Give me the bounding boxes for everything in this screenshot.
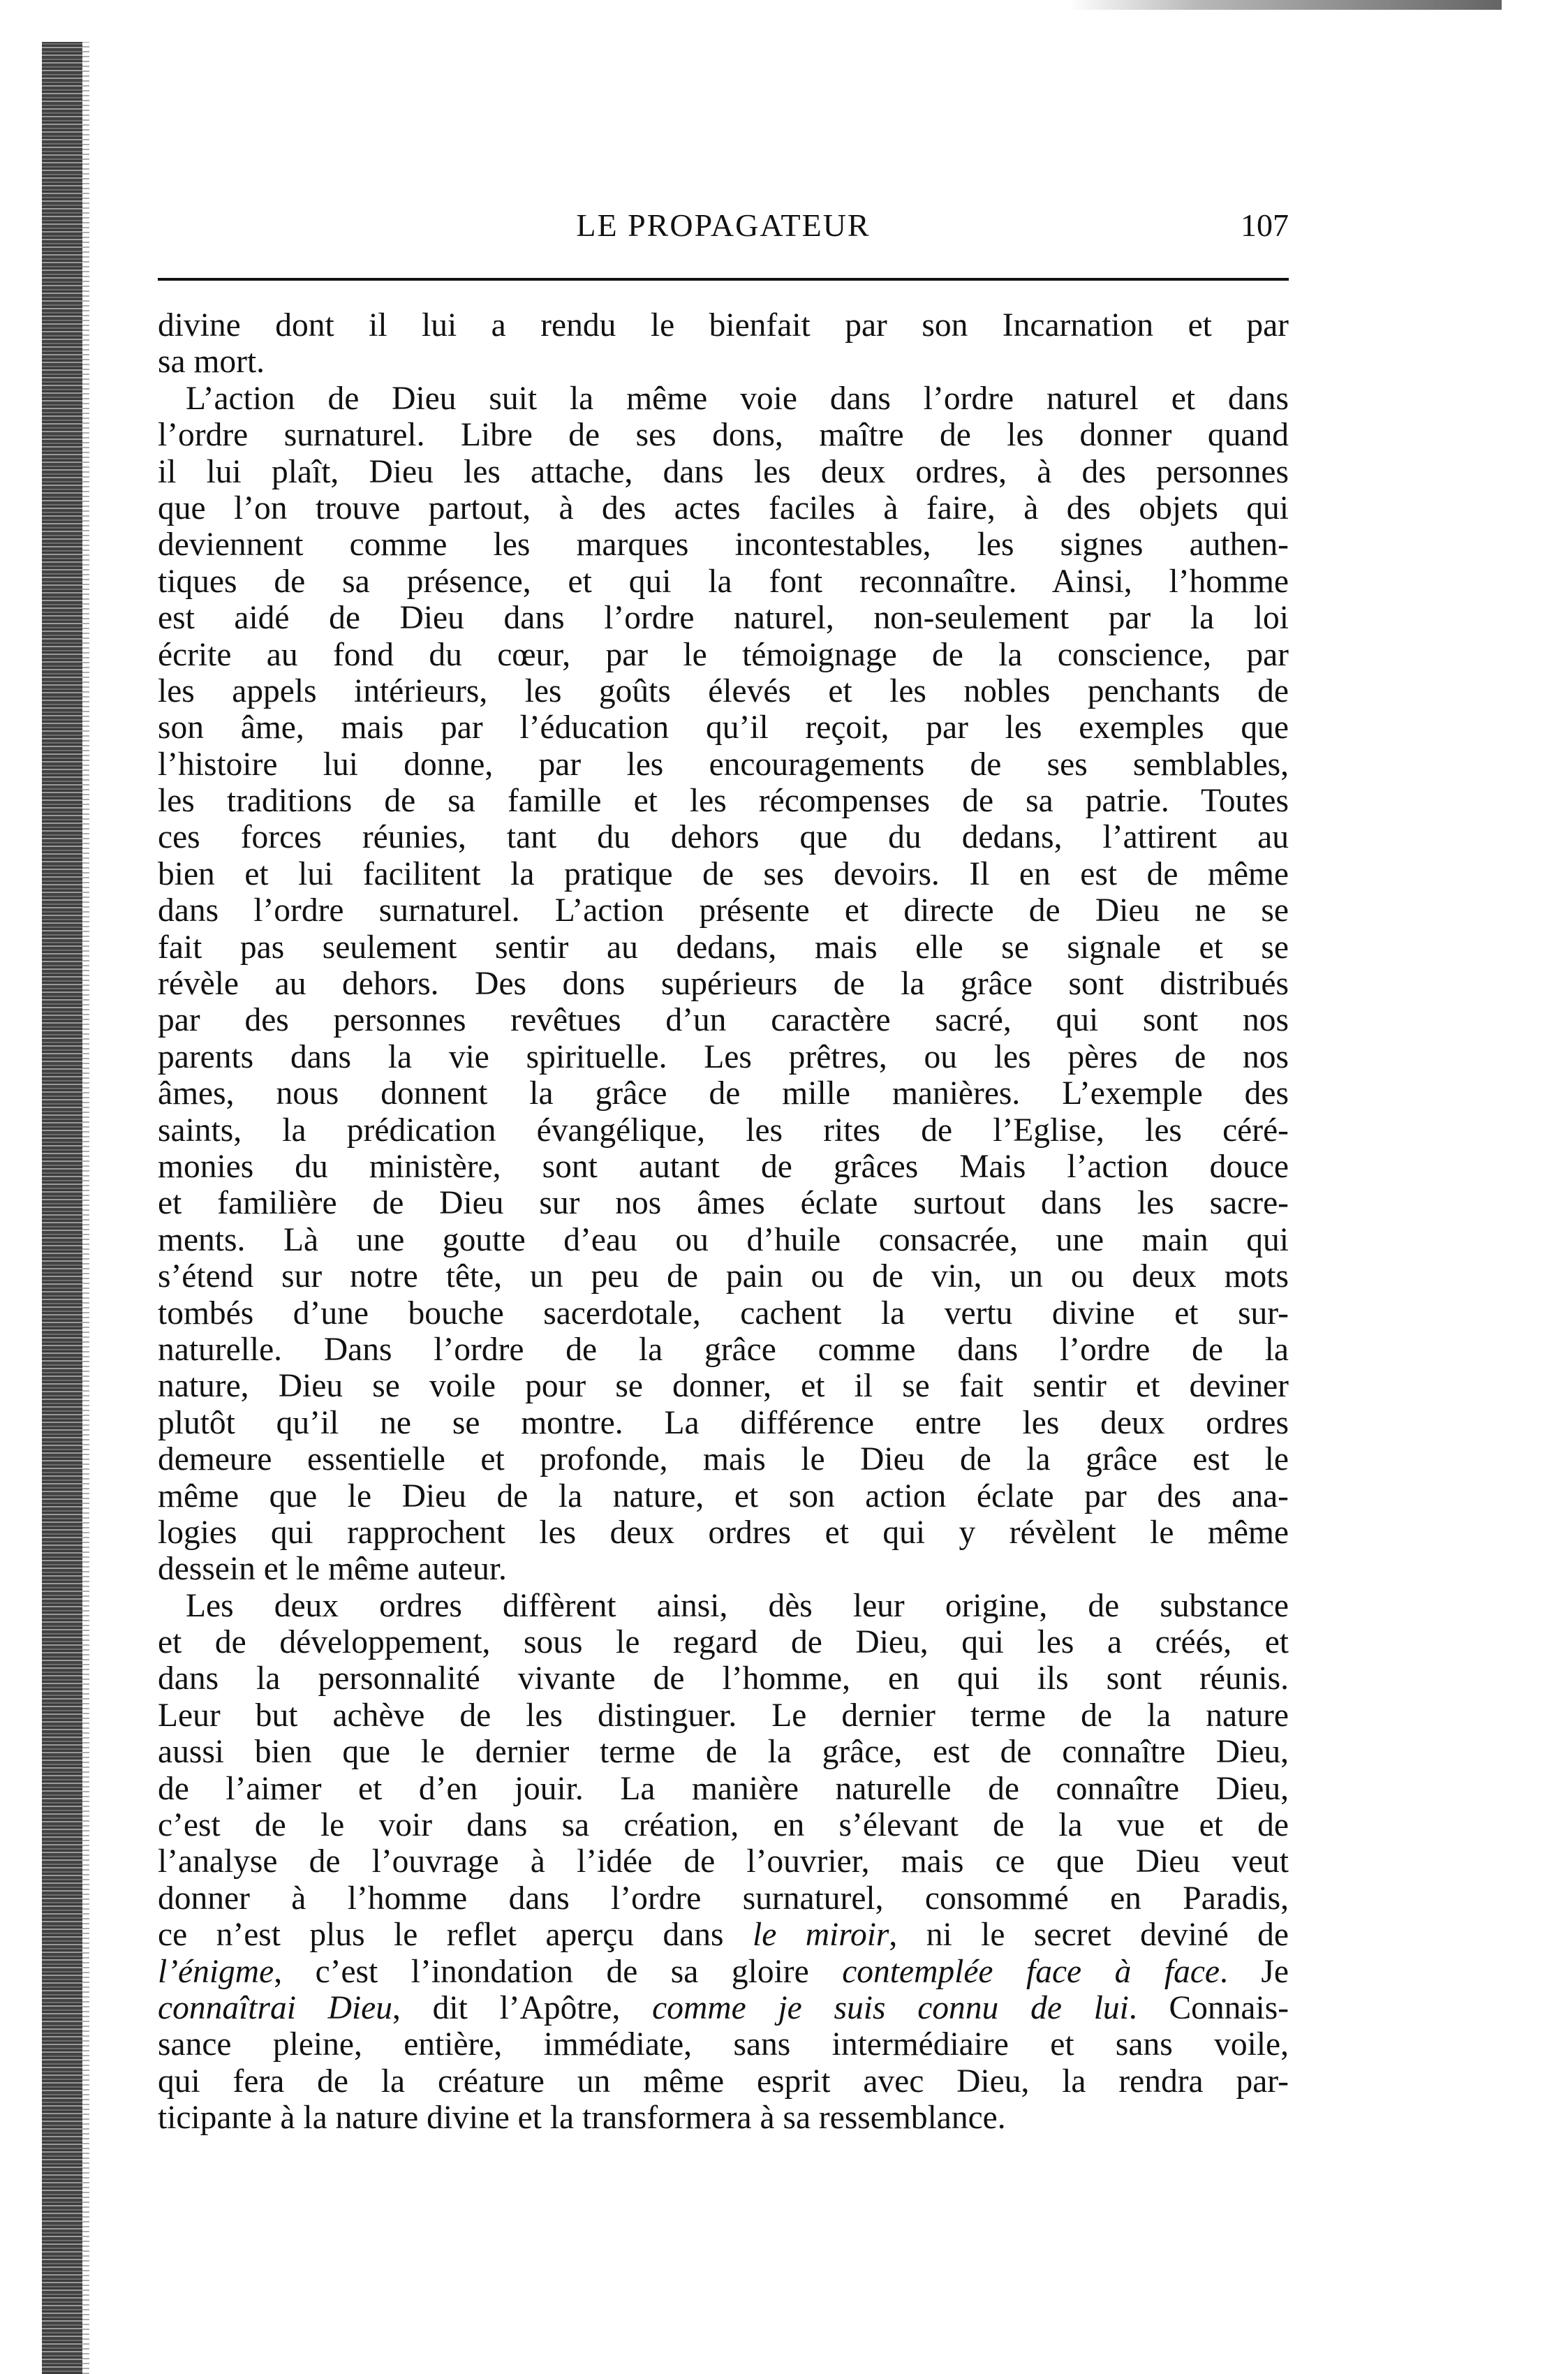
- binding-edge: [82, 42, 89, 2374]
- text-line: son âme, mais par l’éducation qu’il reçoit, par les exemples que: [158, 709, 1289, 746]
- binding-shadow: [42, 42, 82, 2374]
- text-line: sance pleine, entière, immédiate, sans intermédiaire et sans voile,: [158, 2026, 1289, 2063]
- text-line: et familière de Dieu sur nos âmes éclate surtout dans les sacre-: [158, 1185, 1289, 1222]
- text-line: il lui plaît, Dieu les attache, dans les deux ordres, à des personnes: [158, 453, 1289, 490]
- text-line: ce n’est plus le reflet aperçu dans le miroir, ni le secret deviné de: [158, 1917, 1289, 1954]
- text-line: L’action de Dieu suit la même voie dans l’ordre naturel et dans: [186, 380, 1289, 417]
- text-line: révèle au dehors. Des dons supérieurs de la grâce sont distribués: [158, 966, 1289, 1003]
- text-line: plutôt qu’il ne se montre. La différence entre les deux ordres: [158, 1404, 1289, 1441]
- text-line: fait pas seulement sentir au dedans, mais elle se signale et se: [158, 929, 1289, 966]
- text-line: logies qui rapprochent les deux ordres et qui y révèlent le même: [158, 1514, 1289, 1551]
- paragraph: [158, 307, 1289, 381]
- paragraph: [158, 1588, 1289, 2137]
- text-line: et de développement, sous le regard de Dieu, qui les a créés, et: [158, 1624, 1289, 1661]
- text-line: dans la personnalité vivante de l’homme, en qui ils sont réunis.: [158, 1660, 1289, 1697]
- text-line: les traditions de sa famille et les récompenses de sa patrie. Toutes: [158, 783, 1289, 820]
- text-line: qui fera de la créature un même esprit avec Dieu, la rendra par-: [158, 2063, 1289, 2100]
- page-edge-scuff: [1069, 0, 1502, 10]
- text-line: tiques de sa présence, et qui la font reconnaître. Ainsi, l’homme: [158, 563, 1289, 600]
- text-line: ments. Là une goutte d’eau ou d’huile consacrée, une main qui: [158, 1221, 1289, 1258]
- text-line: parents dans la vie spirituelle. Les prêtres, ou les pères de nos: [158, 1038, 1289, 1075]
- text-line: de l’aimer et d’en jouir. La manière naturelle de connaître Dieu,: [158, 1770, 1289, 1807]
- text-line: l’analyse de l’ouvrage à l’idée de l’ouvrier, mais ce que Dieu veut: [158, 1843, 1289, 1880]
- text-line: est aidé de Dieu dans l’ordre naturel, non-seulement par la loi: [158, 600, 1289, 637]
- text-line: naturelle. Dans l’ordre de la grâce comme dans l’ordre de la: [158, 1331, 1289, 1368]
- text-line: dans l’ordre surnaturel. L’action présente et directe de Dieu ne se: [158, 892, 1289, 929]
- text-line: sa mort.: [158, 344, 265, 381]
- text-line: bien et lui facilitent la pratique de ses devoirs. Il en est de même: [158, 855, 1289, 892]
- text-line: les appels intérieurs, les goûts élevés et les nobles penchants de: [158, 672, 1289, 709]
- text-line: deviennent comme les marques incontestables, les signes authen-: [158, 526, 1289, 563]
- text-line: connaîtrai Dieu, dit l’Apôtre, comme je suis connu de lui. Connais-: [158, 1989, 1289, 2026]
- text-line: saints, la prédication évangélique, les rites de l’Eglise, les céré-: [158, 1112, 1289, 1149]
- running-title: LE PROPAGATEUR: [576, 207, 871, 243]
- text-line: demeure essentielle et profonde, mais le Dieu de la grâce est le: [158, 1441, 1289, 1478]
- text-line: donner à l’homme dans l’ordre surnaturel, consommé en Paradis,: [158, 1880, 1289, 1917]
- text-line: l’histoire lui donne, par les encouragements de ses semblables,: [158, 746, 1289, 783]
- text-line: que l’on trouve partout, à des actes faciles à faire, à des objets qui: [158, 489, 1289, 526]
- text-line: aussi bien que le dernier terme de la grâce, est de connaître Dieu,: [158, 1734, 1289, 1771]
- text-line: dessein et le même auteur.: [158, 1551, 507, 1588]
- page-header: [158, 201, 1289, 250]
- header-rule: [158, 278, 1289, 281]
- paragraph: [158, 381, 1289, 1588]
- text-line: s’étend sur notre tête, un peu de pain ou de vin, un ou deux mots: [158, 1258, 1289, 1295]
- text-line: nature, Dieu se voile pour se donner, et il se fait sentir et deviner: [158, 1368, 1289, 1405]
- text-line: Les deux ordres diffèrent ainsi, dès leur origine, de substance: [186, 1587, 1289, 1624]
- text-line: ticipante à la nature divine et la transformera à sa ressemblance.: [158, 2100, 1006, 2137]
- page-number: 107: [1241, 207, 1289, 243]
- text-line: divine dont il lui a rendu le bienfait par son Incarnation et par: [158, 307, 1289, 344]
- text-line: l’ordre surnaturel. Libre de ses dons, maître de les donner quand: [158, 417, 1289, 454]
- text-line: écrite au fond du cœur, par le témoignage de la conscience, par: [158, 636, 1289, 673]
- text-line: tombés d’une bouche sacerdotale, cachent la vertu divine et sur-: [158, 1295, 1289, 1332]
- text-line: âmes, nous donnent la grâce de mille manières. L’exemple des: [158, 1075, 1289, 1112]
- text-line: Leur but achève de les distinguer. Le dernier terme de la nature: [158, 1697, 1289, 1734]
- text-line: même que le Dieu de la nature, et son action éclate par des ana-: [158, 1477, 1289, 1514]
- body-text: [158, 307, 1289, 2137]
- text-line: c’est de le voir dans sa création, en s’élevant de la vue et de: [158, 1807, 1289, 1844]
- text-line: l’énigme, c’est l’inondation de sa gloire contemplée face à face. Je: [158, 1953, 1289, 1990]
- text-line: monies du ministère, sont autant de grâces Mais l’action douce: [158, 1148, 1289, 1185]
- text-line: ces forces réunies, tant du dehors que du dedans, l’attirent au: [158, 819, 1289, 856]
- text-line: par des personnes revêtues d’un caractère sacré, qui sont nos: [158, 1002, 1289, 1039]
